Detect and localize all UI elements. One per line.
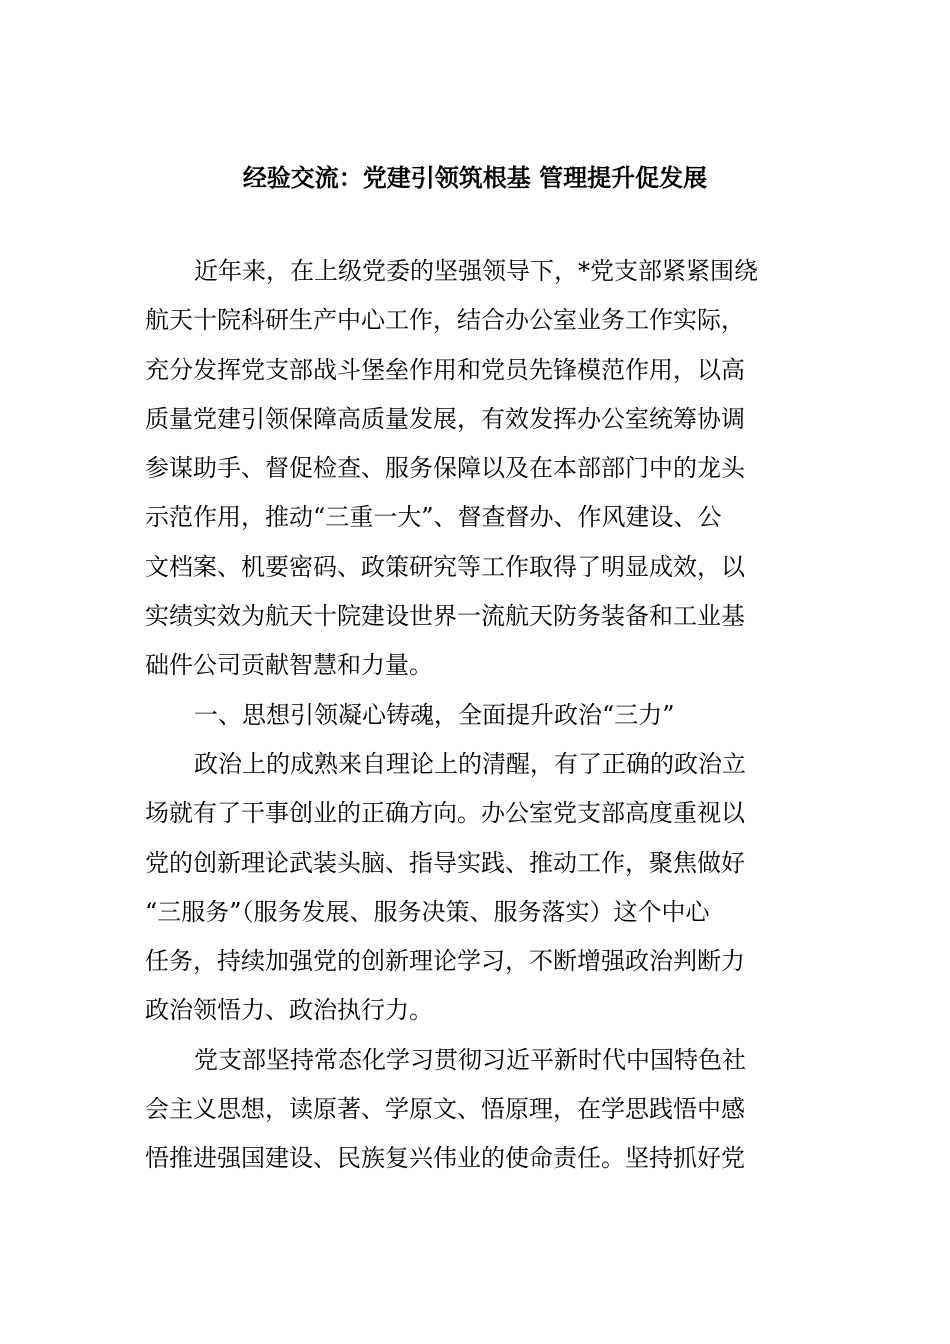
text-line: 文档案、机要密码、政策研究等工作取得了明显成效，以: [145, 552, 745, 581]
text-line: 政治上的成熟来自理论上的清醒，有了正确的政治立: [194, 749, 746, 778]
text-line: 近年来，在上级党委的坚强领导下，*党支部紧紧围绕: [194, 257, 758, 285]
text-line: 党的创新理论武装头脑、指导实践、推动工作，聚焦做好: [145, 848, 745, 877]
section-heading: 一、思想引领凝心铸魂，全面提升政治“三力”: [194, 700, 675, 729]
text-line: 实绩实效为航天十院建设世界一流航天防务装备和工业基: [145, 602, 745, 631]
text-line: 政治领悟力、政治执行力。: [145, 996, 433, 1025]
text-line: 质量党建引领保障高质量发展，有效发挥办公室统筹协调: [145, 404, 745, 433]
text-line: 任务，持续加强党的创新理论学习，不断增强政治判断力: [145, 947, 745, 976]
text-line: 航天十院科研生产中心工作，结合办公室业务工作实际，: [145, 306, 745, 335]
text-line: “三服务”（服务发展、服务决策、服务落实）这个中心: [145, 897, 710, 926]
text-line: 党支部坚持常态化学习贯彻习近平新时代中国特色社: [194, 1045, 746, 1074]
document-body: [145, 247, 810, 1184]
text-line: 悟推进强国建设、民族复兴伟业的使命责任。坚持抓好党: [145, 1144, 745, 1173]
text-line: 场就有了干事创业的正确方向。办公室党支部高度重视以: [145, 799, 745, 828]
document-title: 经验交流：党建引领筑根基 管理提升促发展: [242, 163, 708, 192]
text-line: 会主义思想，读原著、学原文、悟原理，在学思践悟中感: [145, 1095, 745, 1124]
text-line: 参谋助手、督促检查、服务保障以及在本部部门中的龙头: [145, 454, 745, 483]
text-line: 示范作用，推动“三重一大”、督查督办、作风建设、公: [145, 503, 722, 532]
text-line: 础件公司贡献智慧和力量。: [145, 651, 433, 680]
text-line: 充分发挥党支部战斗堡垒作用和党员先锋模范作用，以高: [145, 355, 745, 384]
